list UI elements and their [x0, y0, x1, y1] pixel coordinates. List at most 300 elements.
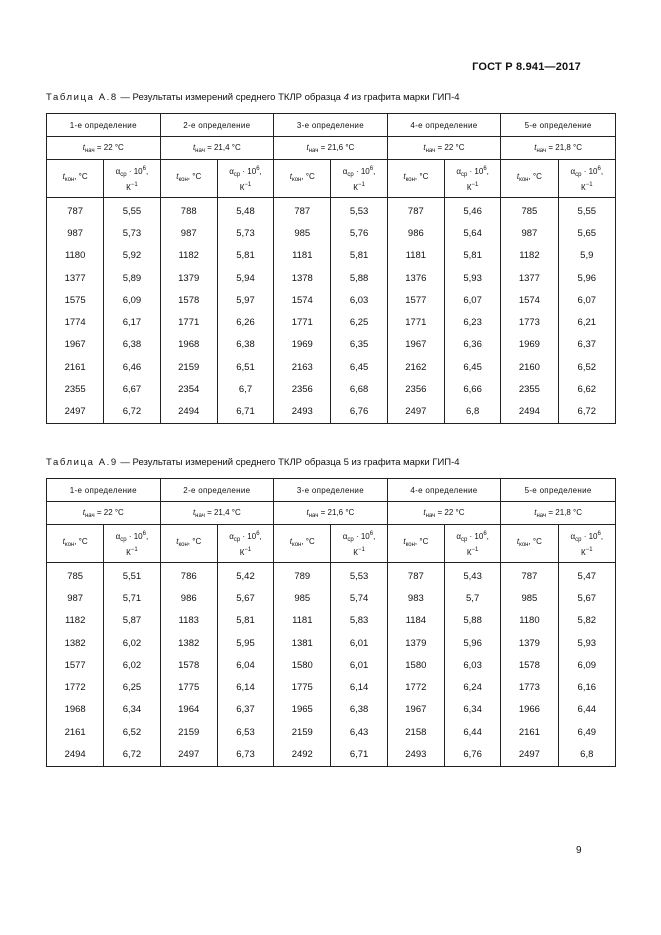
alpha-unit-base: К: [466, 548, 472, 557]
t-symbol: t: [534, 507, 537, 517]
alpha-unit-exp: −1: [357, 547, 365, 553]
alpha-cell: 5,48: [217, 198, 273, 223]
t-end-cell: 787: [274, 198, 331, 223]
alpha-cell: 6,26: [217, 311, 273, 333]
t-end-cell: 1182: [501, 245, 558, 267]
t-end-header: [274, 160, 331, 198]
alpha-header: [331, 160, 387, 198]
t-symbol: t: [62, 172, 65, 181]
t-end-cell: 789: [274, 563, 331, 588]
t-end-cell: 1377: [501, 267, 558, 289]
alpha-cell: 5,55: [104, 198, 160, 223]
alpha-cell: 6,04: [217, 654, 273, 676]
t-end-cell: 986: [387, 222, 444, 244]
table-a8: [46, 113, 616, 424]
alpha-symbol: α: [229, 167, 234, 176]
table-row: [47, 563, 616, 588]
t-end-cell: 2161: [501, 721, 558, 743]
alpha-exp: 6: [597, 166, 601, 172]
alpha-cell: 6,71: [331, 743, 387, 766]
t-end-cell: 2497: [47, 401, 104, 424]
t-end-unit: , °C: [74, 172, 88, 181]
t-end-cell: 2492: [274, 743, 331, 766]
table-row: [47, 245, 616, 267]
t-start-sub: нач: [536, 512, 547, 519]
table-row: [47, 587, 616, 609]
alpha-cell: 6,38: [217, 334, 273, 356]
start-temp-value: = 22 °C: [96, 507, 124, 517]
column-header: 2-е определение: [160, 114, 274, 137]
alpha-cell: 6,34: [104, 699, 160, 721]
t-end-header: [160, 525, 217, 563]
alpha-cell: 6,38: [104, 334, 160, 356]
alpha-cell: 6,76: [331, 401, 387, 424]
t-end-cell: 787: [501, 563, 558, 588]
t-symbol: t: [534, 142, 537, 152]
alpha-sub: ср: [120, 172, 127, 178]
alpha-cell: 5,83: [331, 610, 387, 632]
t-end-cell: 1180: [501, 610, 558, 632]
alpha-cell: 6,7: [217, 378, 273, 400]
t-start-sub: нач: [84, 512, 95, 519]
alpha-symbol: α: [342, 532, 348, 541]
t-end-sub: кон: [519, 542, 529, 548]
alpha-cell: 6,72: [104, 743, 160, 766]
alpha-cell: 6,8: [558, 743, 615, 766]
t-end-cell: 1577: [387, 289, 444, 311]
table-row: [47, 699, 616, 721]
start-temp-value: = 22 °C: [437, 142, 465, 152]
alpha-cell: 6,16: [558, 676, 615, 698]
t-end-cell: 1382: [160, 632, 217, 654]
alpha-cell: 5,81: [217, 610, 273, 632]
alpha-sub: ср: [233, 172, 241, 178]
t-symbol: t: [423, 142, 426, 152]
alpha-header: [558, 525, 615, 563]
t-end-sub: кон: [405, 177, 415, 183]
t-end-header: [501, 525, 558, 563]
table-row: [47, 198, 616, 223]
table-row: [47, 356, 616, 378]
alpha-mult: · 10: [581, 532, 598, 541]
t-end-cell: 1578: [501, 654, 558, 676]
t-end-cell: 987: [501, 222, 558, 244]
t-symbol: t: [289, 172, 293, 181]
table-a8-sample: 4: [343, 92, 349, 103]
t-end-cell: 2159: [160, 356, 217, 378]
alpha-mult: · 10: [240, 532, 257, 541]
alpha-cell: 6,73: [217, 743, 273, 766]
t-end-cell: 1968: [47, 699, 104, 721]
start-temp-value: = 21,6 °C: [320, 507, 355, 517]
alpha-unit-exp: −1: [471, 547, 479, 553]
t-end-unit: , °C: [414, 537, 429, 546]
table-row: [47, 632, 616, 654]
t-end-cell: 2355: [501, 378, 558, 400]
alpha-cell: 6,09: [558, 654, 615, 676]
alpha-cell: 6,25: [104, 676, 160, 698]
column-header: 2-е определение: [160, 479, 274, 502]
alpha-cell: 5,71: [104, 587, 160, 609]
alpha-exp: 6: [483, 166, 487, 172]
t-end-cell: 1771: [160, 311, 217, 333]
alpha-cell: 5,93: [558, 632, 615, 654]
alpha-cell: 6,72: [104, 401, 160, 424]
t-end-cell: 1772: [47, 676, 104, 698]
t-symbol: t: [82, 507, 85, 517]
alpha-line: $\alpha_{ср} \cdot 10^6$,: [229, 166, 262, 178]
alpha-cell: 6,24: [445, 676, 501, 698]
t-end-cell: 2497: [160, 743, 217, 766]
t-symbol: t: [176, 537, 179, 546]
alpha-symbol: α: [229, 532, 234, 541]
alpha-cell: 6,44: [558, 699, 615, 721]
table-a8-title: — Результаты измерений среднего ТКЛР образца: [117, 92, 344, 103]
alpha-cell: 5,67: [217, 587, 273, 609]
t-end-cell: 2493: [274, 401, 331, 424]
alpha-cell: 5,47: [558, 563, 615, 588]
t-end-cell: 1578: [160, 654, 217, 676]
t-end-cell: 1181: [274, 245, 331, 267]
alpha-cell: 5,55: [558, 198, 615, 223]
alpha-unit-line: [104, 180, 159, 193]
alpha-cell: 6,09: [104, 289, 160, 311]
t-end-sub: кон: [292, 177, 302, 183]
alpha-cell: 5,74: [331, 587, 387, 609]
alpha-unit-exp: −1: [357, 182, 365, 188]
alpha-exp: 6: [369, 531, 374, 537]
t-end-cell: 1379: [501, 632, 558, 654]
alpha-sub: ср: [120, 537, 127, 543]
t-end-cell: 1965: [274, 699, 331, 721]
alpha-symbol: α: [456, 532, 461, 541]
t-end-cell: 987: [47, 587, 104, 609]
t-end-cell: 1379: [160, 267, 217, 289]
t-end-cell: 1180: [47, 245, 104, 267]
alpha-cell: 5,96: [558, 267, 615, 289]
alpha-sub: ср: [575, 172, 582, 178]
table-a8-suffix: из графита марки ГИП-4: [348, 92, 460, 103]
alpha-sub: ср: [460, 537, 468, 543]
alpha-cell: 5,81: [445, 245, 501, 267]
alpha-exp: 6: [483, 531, 487, 537]
standard-number: ГОСТ Р 8.941—2017: [472, 61, 581, 73]
table-a9-suffix: из графита марки ГИП-4: [348, 457, 460, 468]
alpha-cell: 5,81: [331, 245, 387, 267]
t-end-cell: 1966: [501, 699, 558, 721]
table-row: [47, 222, 616, 244]
t-end-cell: 1577: [47, 654, 104, 676]
start-temp-value: = 21,4 °C: [207, 507, 241, 517]
t-end-cell: 1775: [160, 676, 217, 698]
alpha-cell: 5,88: [331, 267, 387, 289]
t-end-cell: 785: [501, 198, 558, 223]
alpha-unit-base: К: [126, 183, 131, 192]
alpha-sub: ср: [347, 537, 354, 543]
alpha-cell: 6,52: [104, 721, 160, 743]
t-end-cell: 1379: [387, 632, 444, 654]
alpha-symbol: α: [115, 532, 121, 541]
alpha-unit-exp: −1: [585, 547, 593, 553]
t-end-cell: 1772: [387, 676, 444, 698]
t-symbol: t: [306, 507, 309, 517]
t-end-sub: кон: [178, 542, 188, 548]
alpha-exp: 6: [597, 531, 601, 537]
alpha-unit-line: [445, 545, 500, 558]
alpha-exp: 6: [256, 531, 260, 537]
start-temp-cell: [274, 137, 388, 160]
table-a9-label: Таблица А.9: [46, 457, 118, 468]
t-end-cell: 787: [387, 563, 444, 588]
alpha-unit-base: К: [581, 183, 586, 192]
t-symbol: t: [403, 172, 406, 181]
alpha-unit-line: [559, 545, 615, 558]
alpha-cell: 6,34: [445, 699, 501, 721]
alpha-mult: · 10: [126, 167, 143, 176]
alpha-unit-line: [331, 545, 386, 558]
t-end-cell: 2160: [501, 356, 558, 378]
table-row: [47, 289, 616, 311]
table-a8-caption: [46, 92, 460, 103]
alpha-mult: · 10: [467, 167, 484, 176]
alpha-cell: 5,73: [104, 222, 160, 244]
t-end-cell: 1969: [274, 334, 331, 356]
t-end-cell: 1580: [274, 654, 331, 676]
t-end-sub: кон: [519, 177, 529, 183]
t-end-sub: кон: [64, 177, 75, 183]
start-temp-cell: [47, 137, 161, 160]
t-end-cell: 1774: [47, 311, 104, 333]
t-end-cell: 986: [160, 587, 217, 609]
column-header: 3-е определение: [274, 479, 388, 502]
alpha-cell: 5,92: [104, 245, 160, 267]
t-end-cell: 1775: [274, 676, 331, 698]
alpha-unit-line: [218, 180, 273, 193]
alpha-cell: 6,8: [445, 401, 501, 424]
header-row-variables: [47, 160, 616, 198]
t-end-unit: , °C: [187, 537, 202, 546]
alpha-cell: 6,52: [558, 356, 615, 378]
alpha-cell: 5,43: [445, 563, 501, 588]
alpha-cell: 6,23: [445, 311, 501, 333]
alpha-cell: 5,53: [331, 198, 387, 223]
t-end-cell: 1580: [387, 654, 444, 676]
alpha-unit-line: [218, 545, 273, 558]
t-end-cell: 985: [274, 587, 331, 609]
t-start-sub: нач: [425, 147, 436, 154]
t-end-unit: , °C: [414, 172, 429, 181]
t-end-header: [387, 525, 444, 563]
t-end-cell: 1578: [160, 289, 217, 311]
alpha-cell: 6,37: [217, 699, 273, 721]
t-symbol: t: [192, 507, 196, 517]
alpha-cell: 6,71: [217, 401, 273, 424]
t-end-cell: 1964: [160, 699, 217, 721]
alpha-symbol: α: [115, 167, 121, 176]
alpha-line: $\alpha_{ср} \cdot 10^6$,: [570, 531, 604, 543]
t-end-header: [47, 525, 104, 563]
t-end-cell: 1181: [274, 610, 331, 632]
t-end-cell: 1967: [387, 699, 444, 721]
alpha-cell: 5,87: [104, 610, 160, 632]
alpha-cell: 5,82: [558, 610, 615, 632]
start-temp-cell: [160, 502, 274, 525]
t-end-cell: 1773: [501, 311, 558, 333]
alpha-cell: 5,65: [558, 222, 615, 244]
t-end-cell: 1574: [501, 289, 558, 311]
alpha-cell: 6,37: [558, 334, 615, 356]
t-end-cell: 1968: [160, 334, 217, 356]
t-end-cell: 2161: [47, 721, 104, 743]
alpha-cell: 5,53: [331, 563, 387, 588]
t-end-cell: 1382: [47, 632, 104, 654]
alpha-header: [558, 160, 615, 198]
alpha-line: $\alpha_{ср} \cdot 10^6$,: [342, 531, 376, 543]
t-end-cell: 1771: [274, 311, 331, 333]
alpha-mult: · 10: [126, 532, 143, 541]
table-row: [47, 721, 616, 743]
t-end-unit: , °C: [528, 172, 542, 181]
alpha-unit-line: [104, 545, 159, 558]
t-end-cell: 983: [387, 587, 444, 609]
table-row: [47, 378, 616, 400]
table-row: [47, 610, 616, 632]
alpha-cell: 5,7: [445, 587, 501, 609]
t-end-cell: 987: [47, 222, 104, 244]
t-end-unit: , °C: [74, 537, 88, 546]
t-end-cell: 2159: [160, 721, 217, 743]
start-temp-cell: [387, 137, 501, 160]
alpha-unit-exp: −1: [244, 547, 252, 553]
alpha-cell: 6,25: [331, 311, 387, 333]
t-end-cell: 787: [387, 198, 444, 223]
alpha-cell: 6,49: [558, 721, 615, 743]
alpha-cell: 5,95: [217, 632, 273, 654]
alpha-mult: · 10: [353, 532, 370, 541]
t-end-cell: 2354: [160, 378, 217, 400]
header-row-start-temps: [47, 502, 616, 525]
alpha-exp: 6: [142, 166, 146, 172]
table-row: [47, 654, 616, 676]
column-header: 1-е определение: [47, 479, 161, 502]
alpha-cell: 5,89: [104, 267, 160, 289]
table-row: [47, 311, 616, 333]
alpha-cell: 5,42: [217, 563, 273, 588]
alpha-line: $\alpha_{ср} \cdot 10^6$,: [229, 531, 262, 543]
alpha-cell: 5,46: [445, 198, 501, 223]
t-end-cell: 1967: [47, 334, 104, 356]
alpha-cell: 5,96: [445, 632, 501, 654]
alpha-cell: 6,43: [331, 721, 387, 743]
t-end-cell: 2494: [160, 401, 217, 424]
start-temp-cell: [47, 502, 161, 525]
alpha-cell: 6,45: [331, 356, 387, 378]
alpha-line: $\alpha_{ср} \cdot 10^6$,: [115, 166, 149, 178]
alpha-cell: 5,76: [331, 222, 387, 244]
alpha-cell: 5,51: [104, 563, 160, 588]
header-row-start-temps: [47, 137, 616, 160]
t-end-cell: 788: [160, 198, 217, 223]
alpha-cell: 6,45: [445, 356, 501, 378]
alpha-mult: · 10: [240, 167, 257, 176]
t-end-cell: 985: [501, 587, 558, 609]
t-end-cell: 2161: [47, 356, 104, 378]
table-a9-sample: 5: [343, 457, 349, 468]
t-end-header: [160, 160, 217, 198]
column-header: 1-е определение: [47, 114, 161, 137]
t-end-cell: 785: [47, 563, 104, 588]
t-end-cell: 2497: [501, 743, 558, 766]
t-end-cell: 1574: [274, 289, 331, 311]
table-a9-title: — Результаты измерений среднего ТКЛР образца: [117, 457, 344, 468]
alpha-header: [104, 160, 160, 198]
t-end-cell: 1376: [387, 267, 444, 289]
alpha-exp: 6: [256, 166, 260, 172]
start-temp-cell: [501, 502, 616, 525]
alpha-mult: · 10: [467, 532, 484, 541]
table-row: [47, 401, 616, 424]
alpha-cell: 6,51: [217, 356, 273, 378]
alpha-cell: 6,01: [331, 654, 387, 676]
t-end-cell: 2162: [387, 356, 444, 378]
alpha-unit-base: К: [353, 183, 358, 192]
alpha-cell: 6,03: [445, 654, 501, 676]
start-temp-value: = 21,8 °C: [548, 142, 583, 152]
t-end-cell: 2159: [274, 721, 331, 743]
alpha-header: [217, 525, 273, 563]
start-temp-value: = 22 °C: [96, 142, 124, 152]
alpha-cell: 6,14: [217, 676, 273, 698]
t-end-cell: 786: [160, 563, 217, 588]
start-temp-cell: [501, 137, 616, 160]
alpha-exp: 6: [369, 166, 374, 172]
t-end-header: [274, 525, 331, 563]
alpha-line: $\alpha_{ср} \cdot 10^6$,: [115, 531, 149, 543]
alpha-exp: 6: [142, 531, 146, 537]
alpha-header: [331, 525, 387, 563]
start-temp-value: = 21,8 °C: [548, 507, 583, 517]
t-symbol: t: [82, 142, 85, 152]
t-end-cell: 1381: [274, 632, 331, 654]
alpha-cell: 6,46: [104, 356, 160, 378]
alpha-unit-exp: −1: [471, 182, 479, 188]
alpha-header: [217, 160, 273, 198]
alpha-symbol: α: [570, 167, 576, 176]
column-header: 4-е определение: [387, 114, 501, 137]
t-end-sub: кон: [405, 542, 415, 548]
alpha-cell: 6,03: [331, 289, 387, 311]
alpha-line: $\alpha_{ср} \cdot 10^6$,: [456, 166, 489, 178]
alpha-cell: 6,01: [331, 632, 387, 654]
alpha-unit-line: [559, 180, 615, 193]
t-end-cell: 2163: [274, 356, 331, 378]
alpha-cell: 6,07: [558, 289, 615, 311]
start-temp-value: = 21,4 °C: [207, 142, 241, 152]
start-temp-cell: [160, 137, 274, 160]
alpha-line: $\alpha_{ср} \cdot 10^6$,: [570, 166, 604, 178]
alpha-symbol: α: [456, 167, 461, 176]
t-symbol: t: [516, 537, 520, 546]
t-symbol: t: [289, 537, 293, 546]
t-symbol: t: [306, 142, 309, 152]
t-symbol: t: [192, 142, 196, 152]
t-symbol: t: [403, 537, 406, 546]
table-a9: [46, 478, 616, 767]
column-header: 4-е определение: [387, 479, 501, 502]
t-end-cell: 1182: [160, 245, 217, 267]
t-end-header: [387, 160, 444, 198]
t-start-sub: нач: [195, 147, 205, 154]
